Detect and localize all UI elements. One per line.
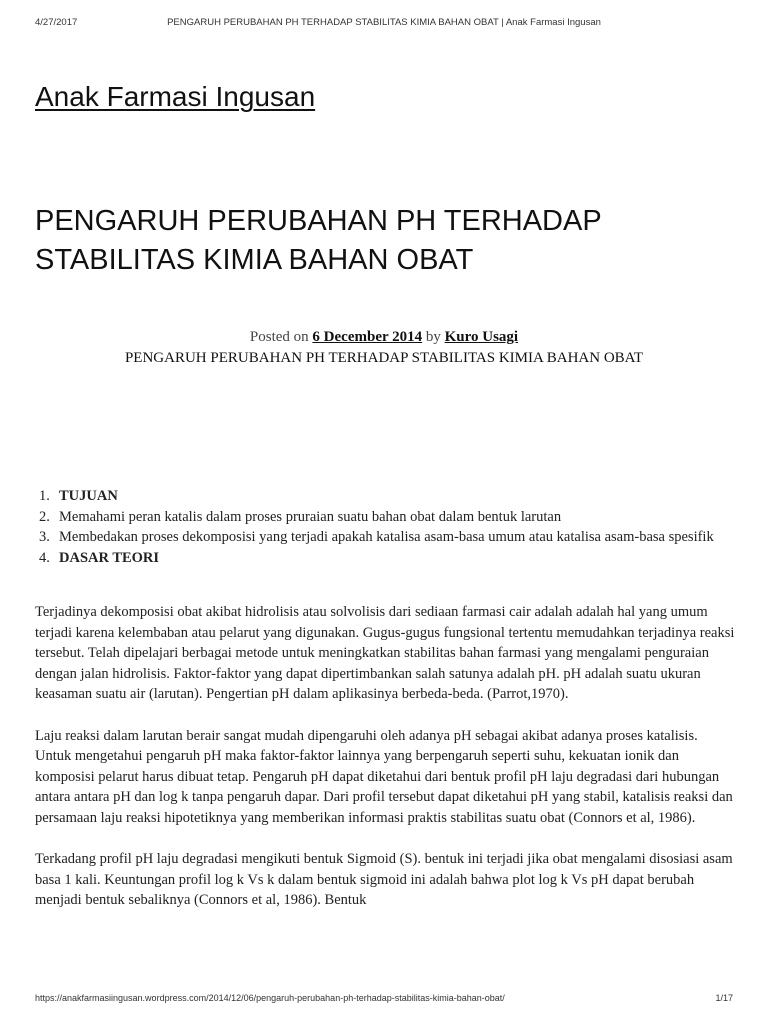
list-text: Membedakan proses dekomposisi yang terjadi apakah katalisa asam-basa umum atau katalisa asam-basa spesifik: [59, 529, 714, 545]
print-header: [35, 17, 733, 31]
list-number: 3.: [39, 529, 50, 545]
paragraph: Terjadinya dekomposisi obat akibat hidrolisis atau solvolisis dari sediaan farmasi cair adalah adalah hal yang umum terjadi karena kelembaban atau pelarut yang digunakan. Gugus-gugus fungsional tertentu memudahkan terjadinya reaksi tersebut. Telah dipelajari berbagai metode untuk meningkatkan stabilitas bahan farmasi yang mengalami penguraian dengan jalan hidrolisis. Faktor-faktor yang dapat dipertimbankan salah satunya adalah pH. pH adalah suatu ukuran keasaman suatu air (larutan). Pengertian pH dalam aplikasinya berbeda-beda. (Parrot,1970).: [35, 604, 735, 702]
list-item: [35, 527, 735, 548]
print-date: 4/27/2017: [35, 17, 78, 28]
entry-meta: [35, 327, 733, 347]
list-number: 4.: [39, 549, 50, 566]
list-item: [35, 507, 735, 528]
list-item: [35, 486, 735, 507]
objectives-list: [35, 486, 735, 568]
entry-title: PENGARUH PERUBAHAN PH TERHADAP STABILITAS KIMIA BAHAN OBAT: [35, 205, 602, 276]
site-title-link[interactable]: Anak Farmasi Ingusan: [35, 81, 316, 112]
entry-content: [35, 602, 735, 932]
post-date-link[interactable]: 6 December 2014: [312, 329, 423, 345]
print-page-title: PENGARUH PERUBAHAN PH TERHADAP STABILITAS KIMIA BAHAN OBAT | Anak Farmasi Ingusan: [167, 17, 601, 28]
print-footer: [35, 993, 733, 1007]
paragraph: Terkadang profil pH laju degradasi mengikuti bentuk Sigmoid (S). bentuk ini terjadi jika obat mengalami disosiasi asam basa 1 kali. Keuntungan profil log k Vs k dalam bentuk sigmoid ini adalah bahwa plot log k Vs pH dapat berubah menjadi bentuk sebaliknya (Connors et al, 1986). Bentuk: [35, 851, 733, 908]
list-item: [35, 548, 735, 569]
author-link[interactable]: Kuro Usagi: [444, 329, 519, 345]
list-number: 2.: [39, 508, 50, 525]
list-number: 1.: [39, 488, 50, 504]
print-url: https://anakfarmasiingusan.wordpress.com/2014/12/06/pengaruh-perubahan-ph-terhadap-stabilitas-kimia-bahan-obat/: [35, 993, 505, 1003]
list-text: DASAR TEORI: [59, 549, 160, 566]
paragraph: Laju reaksi dalam larutan berair sangat mudah dipengaruhi oleh adanya pH sebagai akibat adanya proses katalisis. Untuk mengetahui pengaruh pH maka faktor-faktor lainnya yang berpengaruh seperti suhu, kekuatan ionik dan komposisi pelarut harus dibuat tetap. Pengaruh pH dapat diketahui dari bentuk profil pH laju degradasi dari hubungan antara antara pH dan log k tanpa pengaruh dapar. Dari profil tersebut dapat diketahui pH yang stabil, katalisis reaksi dan persamaan laju reaksi hipotetiknya yang memberikan informasi praktis stabilitas suatu obat (Connors et al, 1986).: [35, 727, 733, 826]
by-label: by: [425, 329, 441, 345]
list-text: Memahami peran katalis dalam proses pruraian suatu bahan obat dalam bentuk larutan: [59, 508, 562, 525]
post-subtitle: PENGARUH PERUBAHAN PH TERHADAP STABILITAS KIMIA BAHAN OBAT: [124, 350, 644, 366]
site-title: [35, 79, 315, 115]
list-text: TUJUAN: [59, 488, 118, 504]
print-page-number: 1/17: [715, 993, 733, 1003]
posted-on-label: Posted on: [249, 329, 309, 345]
